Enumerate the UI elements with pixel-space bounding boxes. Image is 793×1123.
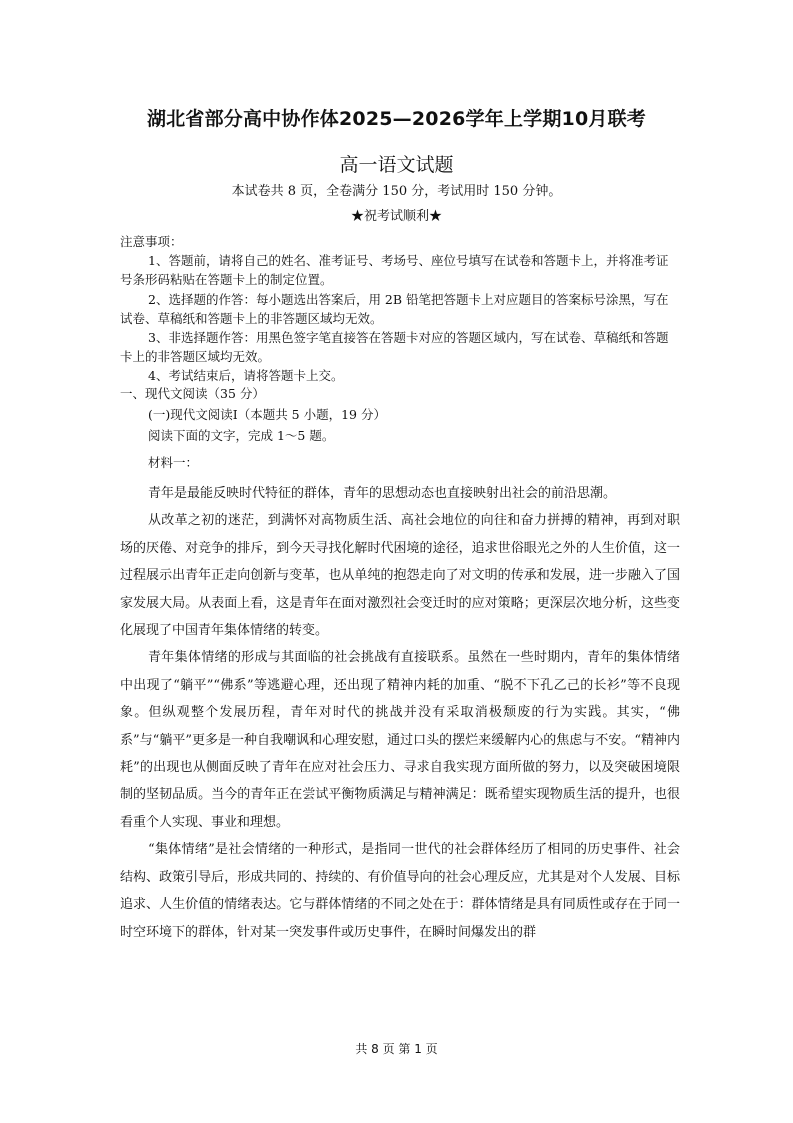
note-item: 2、选择题的作答：每小题选出答案后，用 2B 铅笔把答题卡上对应题目的答案标号涂黑，写在试卷、草稿纸和答题卡上的非答题区域均无效。 (120, 291, 669, 326)
section-block (120, 383, 680, 473)
exam-subtitle: 高一语文试题 (339, 154, 454, 176)
section-sub-heading: (一)现代文阅读Ⅰ（本题共 5 小题，19 分） (148, 407, 386, 422)
notes-heading: 注意事项： (120, 234, 183, 249)
page-footer: 共 8 页 第 1 页 (355, 1042, 438, 1056)
exam-title: 湖北省部分高中协作体2025—2026学年上学期10月联考 (146, 108, 646, 130)
passage-paragraph: 从改革之初的迷茫，到满怀对高物质生活、高社会地位的向往和奋力拼搏的精神，再到对职场的厌倦、对竞争的排斥，到今天寻找化解时代困境的途径，追求世俗眼光之外的人生价值，这一过程展示出青年正走向创新与变革，也从单纯的抱怨走向了对文明的传承和发展，进一步融入了国家发展大局。从表面上看，这是青年在面对激烈社会变迁时的应对策略；更深层次地分析，这些变化展现了中国青年集体情绪的转变。 (120, 513, 680, 639)
note-item: 1、答题前，请将自己的姓名、准考证号、考场号、座位号填写在试卷和答题卡上，并将准考证号条形码粘贴在答题卡上的制定位置。 (120, 253, 669, 288)
note-item: 3、非选择题作答：用黑色签字笔直接答在答题卡对应的答题区域内，写在试卷、草稿纸和答题卡上的非答题区域均无效。 (120, 330, 669, 365)
passage-paragraph: “集体情绪”是社会情绪的一种形式，是指同一世代的社会群体经历了相同的历史事件、社会结构、政策引导后，形成共同的、持续的、有价值导向的社会心理反应，尤其是对个人发展、目标追求、人生价值的情绪表达。它与群体情绪的不同之处在于：群体情绪是具有同质性或存在于同一时空环境下的群体，针对某一突发事件或历史事件，在瞬时间爆发出的群 (120, 842, 680, 940)
exam-info: 本试卷共 8 页，全卷满分 150 分，考试用时 150 分钟。 (231, 184, 562, 199)
passage-paragraph: 青年集体情绪的形成与其面临的社会挑战有直接联系。虽然在一些时期内，青年的集体情绪中出现了“躺平”“佛系”等逃避心理，还出现了精神内耗的加重、“脱不下孔乙己的长衫”等不良现象。但纵观整个发展历程，青年对时代的挑战并没有采取消极颓废的行为实践。其实，“佛系”与“躺平”更多是一种自我嘲讽和心理安慰，通过口头的摆烂来缓解内心的焦虑与不安。“精神内耗”的出现也从侧面反映了青年在应对社会压力、寻求自我实现方面所做的努力，以及突破困境限制的坚韧品质。当今的青年正在尝试平衡物质满足与精神满足：既希望实现物质生活的提升，也很看重个人实现、事业和理想。 (120, 650, 680, 830)
section-instruction: 阅读下面的文字，完成 1～5 题。 (148, 428, 335, 443)
exam-wish: ★祝考试顺利★ (350, 209, 442, 224)
passage-paragraph: 青年是最能反映时代特征的群体，青年的思想动态也直接映射出社会的前沿思潮。 (148, 486, 617, 501)
section-heading: 一、现代文阅读（35 分） (120, 386, 265, 401)
notes-block (120, 232, 680, 386)
reading-passage (120, 480, 680, 946)
note-item: 4、考试结束后，请将答题卡上交。 (148, 368, 344, 384)
material-label: 材料一： (148, 455, 199, 470)
